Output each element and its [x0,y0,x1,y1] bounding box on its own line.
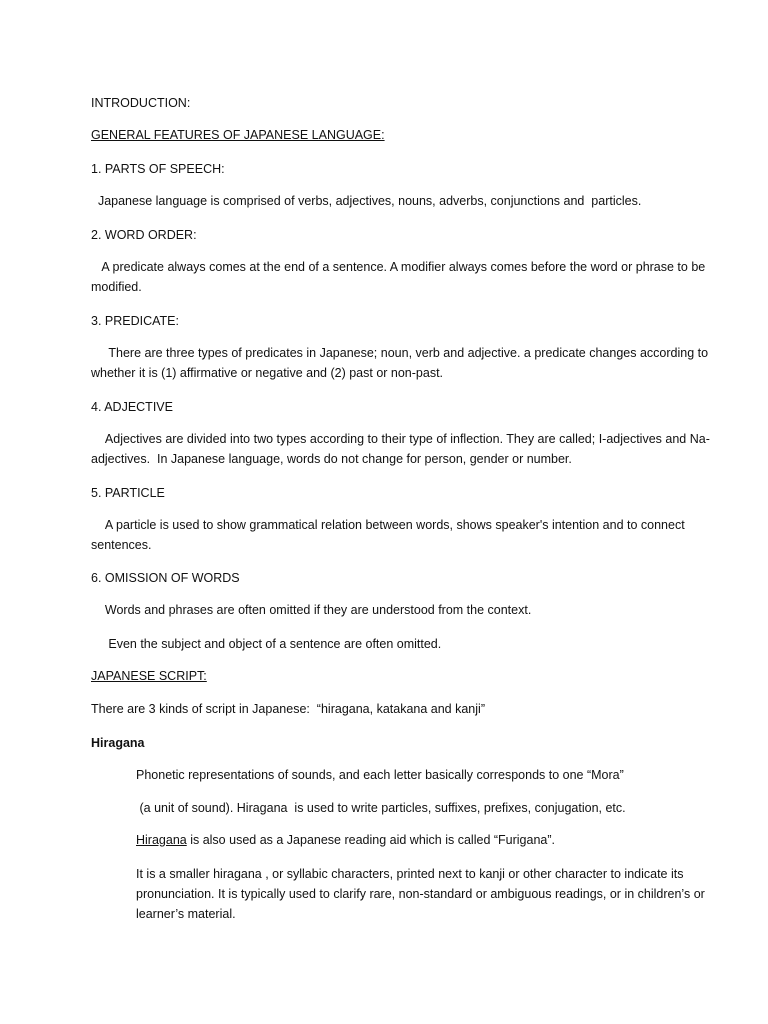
hiragana-paragraph-4: It is a smaller hiragana , or syllabic characters, printed next to kanji or other character to indicate its pronunciation. It is typically used to clarify rare, non-standard or ambiguous readings, or in children’s or learner’s material. [136,867,709,921]
section-text-predicate: There are three types of predicates in Japanese; noun, verb and adjective. a predicate changes according to whether it is (1) affirmative or negative and (2) past or non-past. [91,346,712,380]
section-title-parts-of-speech: 1. PARTS OF SPEECH: [91,162,225,176]
hiragana-paragraph-2: (a unit of sound). Hiragana is used to write particles, suffixes, prefixes, conjugation, etc. [136,801,626,815]
heading-general-features: GENERAL FEATURES OF JAPANESE LANGUAGE: [91,128,385,142]
section-text-omission-2: Even the subject and object of a sentence are often omitted. [91,637,442,651]
section-title-predicate: 3. PREDICATE: [91,314,179,328]
section-title-adjective: 4. ADJECTIVE [91,400,173,414]
heading-japanese-script: JAPANESE SCRIPT: [91,669,207,683]
hiragana-paragraph-1: Phonetic representations of sounds, and each letter basically corresponds to one “Mora” [136,768,624,782]
heading-hiragana: Hiragana [91,736,145,750]
section-text-parts-of-speech: Japanese language is comprised of verbs, adjectives, nouns, adverbs, conjunctions and particles. [91,194,642,208]
section-title-word-order: 2. WORD ORDER: [91,228,197,242]
section-text-particle: A particle is used to show grammatical relation between words, shows speaker's intention and to connect sentences. [91,518,689,552]
section-text-omission-1: Words and phrases are often omitted if they are understood from the context. [91,603,532,617]
hiragana-paragraph-3 [136,830,726,850]
section-title-particle: 5. PARTICLE [91,486,165,500]
section-text-adjective: Adjectives are divided into two types according to their type of inflection. They are called; I-adjectives and Na-adjectives. In Japanese language, words do not change for person, gender or number. [91,432,710,466]
hiragana-paragraph-3-rest: is also used as a Japanese reading aid which is called “Furigana”. [186,833,555,847]
hiragana-link-text: Hiragana [136,833,187,847]
section-text-word-order: A predicate always comes at the end of a sentence. A modifier always comes before the word or phrase to be modified. [91,260,709,294]
script-intro-text: There are 3 kinds of script in Japanese: “hiragana, katakana and kanji” [91,702,485,716]
section-title-omission: 6. OMISSION OF WORDS [91,571,240,585]
heading-introduction: INTRODUCTION: [91,96,191,110]
